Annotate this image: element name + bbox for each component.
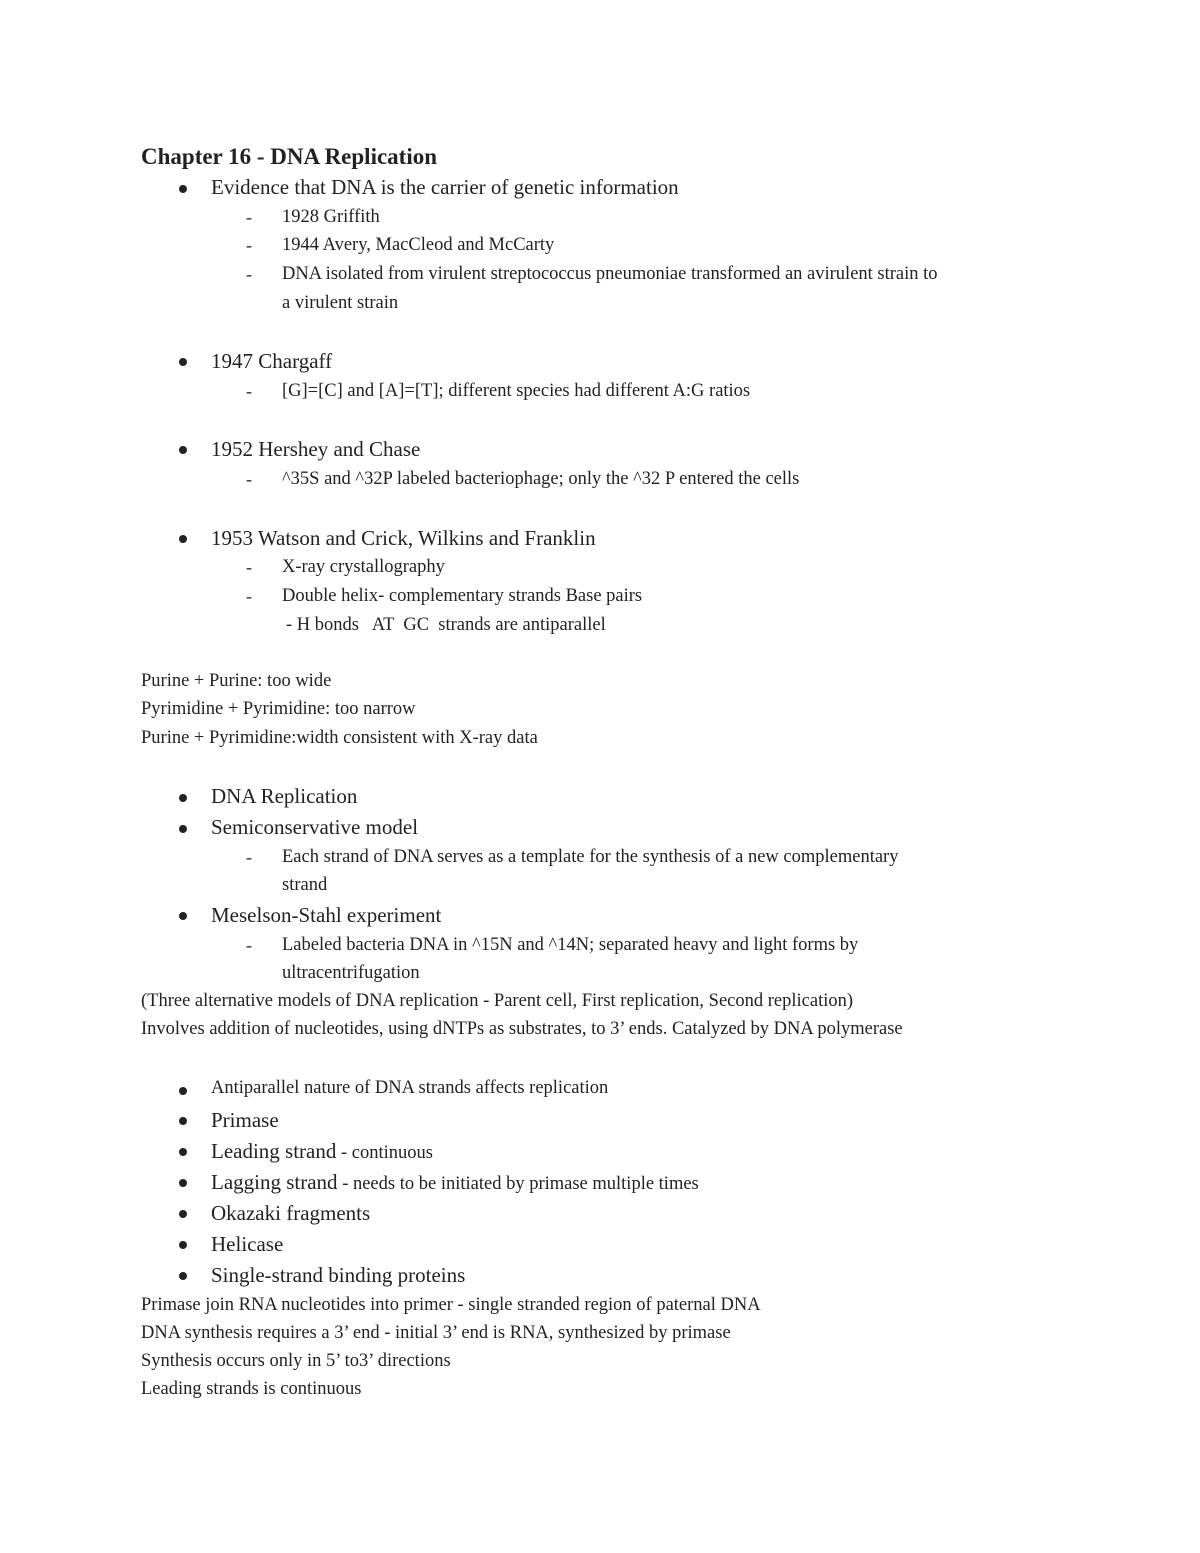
meselson-heading: Meselson-Stahl experiment	[211, 903, 442, 927]
evidence-item-3-continued: a virulent strain	[282, 293, 399, 313]
dash-icon: -	[246, 847, 252, 867]
dash-icon: -	[246, 207, 252, 227]
pairing-line-2: Pyrimidine + Pyrimidine: too narrow	[141, 699, 416, 719]
bullet-icon	[179, 1179, 187, 1187]
semiconservative-item: Each strand of DNA serves as a template for the synthesis of a new complementary	[282, 847, 899, 867]
bullet-icon	[179, 185, 187, 193]
dash-icon: -	[246, 586, 252, 606]
bullet-icon	[179, 1241, 187, 1249]
mech-lagging-strand	[211, 1170, 699, 1195]
meselson-item-continued: ultracentrifugation	[282, 963, 420, 983]
hershey-heading: 1952 Hershey and Chase	[211, 437, 421, 461]
evidence-item-1: 1928 Griffith	[282, 207, 380, 227]
mech-helicase: Helicase	[211, 1232, 284, 1256]
bullet-icon	[179, 358, 187, 366]
synthesis-3-end-note: DNA synthesis requires a 3’ end - initial 3’ end is RNA, synthesized by primase	[141, 1323, 731, 1343]
watson-subitem: - H bonds AT GC strands are antiparallel	[286, 615, 606, 635]
replication-bullet-2: Semiconservative model	[211, 815, 419, 839]
mech-primase: Primase	[211, 1108, 279, 1132]
evidence-item-2: 1944 Avery, MacCleod and McCarty	[282, 235, 555, 255]
watson-item-2: Double helix- complementary strands Base pairs	[282, 586, 643, 606]
bullet-icon	[179, 794, 187, 802]
bullet-icon	[179, 446, 187, 454]
hershey-item: ^35S and ^32P labeled bacteriophage; only the ^32 P entered the cells	[282, 469, 800, 489]
bullet-icon	[179, 1210, 187, 1218]
dash-icon: -	[246, 557, 252, 577]
lagging-strand-desc: - needs to be initiated by primase multiple times	[337, 1174, 699, 1194]
models-note: (Three alternative models of DNA replication - Parent cell, First replication, Second replication)	[141, 991, 854, 1011]
semiconservative-item-continued: strand	[282, 875, 328, 895]
lagging-strand-label: Lagging strand	[211, 1170, 338, 1194]
evidence-item-3: DNA isolated from virulent streptococcus pneumoniae transformed an avirulent strain to	[282, 264, 938, 284]
mech-antiparallel: Antiparallel nature of DNA strands affects replication	[211, 1078, 609, 1098]
leading-note: Leading strands is continuous	[141, 1379, 362, 1399]
bullet-icon	[179, 912, 187, 920]
meselson-item: Labeled bacteria DNA in ^15N and ^14N; separated heavy and light forms by	[282, 935, 859, 955]
dash-icon: -	[246, 235, 252, 255]
chargaff-item: [G]=[C] and [A]=[T]; different species had different A:G ratios	[282, 381, 751, 401]
bullet-icon	[179, 1117, 187, 1125]
dash-icon: -	[246, 264, 252, 284]
direction-note: Synthesis occurs only in 5’ to3’ directions	[141, 1351, 451, 1371]
evidence-heading: Evidence that DNA is the carrier of genetic information	[211, 175, 679, 199]
bullet-icon	[179, 1087, 187, 1095]
dash-icon: -	[246, 381, 252, 401]
watson-item-1: X-ray crystallography	[282, 557, 445, 577]
mech-leading-strand	[211, 1139, 433, 1164]
bullet-icon	[179, 535, 187, 543]
primase-note: Primase join RNA nucleotides into primer - single stranded region of paternal DNA	[141, 1295, 761, 1315]
chapter-title: Chapter 16 - DNA Replication	[141, 144, 438, 169]
mech-okazaki: Okazaki fragments	[211, 1201, 371, 1225]
watson-heading: 1953 Watson and Crick, Wilkins and Franklin	[211, 526, 596, 550]
leading-strand-desc: - continuous	[336, 1143, 433, 1163]
dash-icon: -	[246, 935, 252, 955]
dash-icon: -	[246, 469, 252, 489]
pairing-line-3: Purine + Pyrimidine:width consistent with X-ray data	[141, 728, 538, 748]
chargaff-heading: 1947 Chargaff	[211, 349, 333, 373]
bullet-icon	[179, 1148, 187, 1156]
bullet-icon	[179, 1272, 187, 1280]
mech-ssb: Single-strand binding proteins	[211, 1263, 466, 1287]
leading-strand-label: Leading strand	[211, 1139, 337, 1163]
pairing-line-1: Purine + Purine: too wide	[141, 671, 332, 691]
bullet-icon	[179, 825, 187, 833]
replication-bullet-1: DNA Replication	[211, 784, 358, 808]
polymerase-note: Involves addition of nucleotides, using dNTPs as substrates, to 3’ ends. Catalyzed by DNA polymerase	[141, 1019, 903, 1039]
